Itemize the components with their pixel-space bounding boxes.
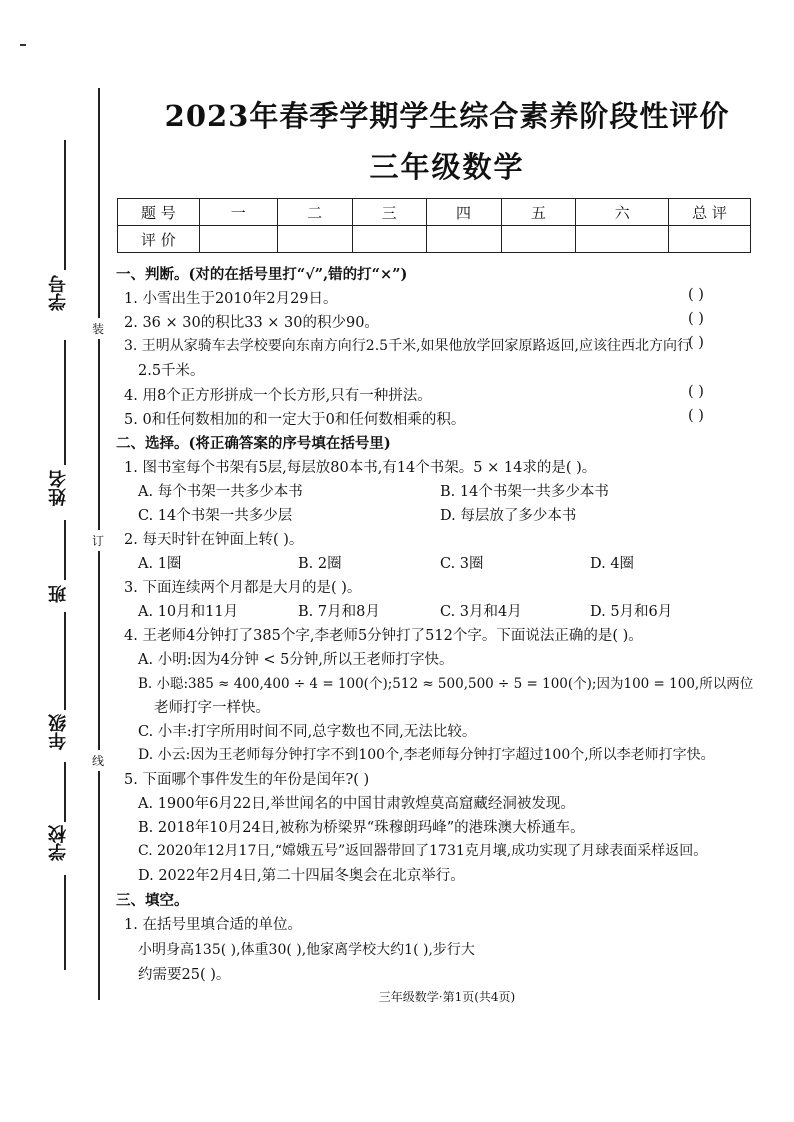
score-table-header-row: [118, 199, 751, 226]
question-item: 2. 36 × 30的积比33 × 30的积少90。: [124, 315, 379, 331]
table-cell: 总 评: [669, 199, 751, 226]
answer-paren: ( ): [688, 384, 704, 400]
option-item: B. 小聪:385 ≈ 400,400 ÷ 4 = 100(个);512 ≈ 500,500 ÷ 5 = 100(个);因为100 = 100,所以两位: [138, 676, 754, 692]
option-item: D. 每层放了多少本书: [440, 508, 577, 524]
table-cell: 一: [199, 199, 277, 226]
question-item: 4. 王老师4分钟打了385个字,李老师5分钟打了512个字。下面说法正确的是( )。: [124, 628, 643, 644]
score-table: [117, 198, 751, 253]
name-write-line: [64, 340, 66, 465]
option-item: A. 每个书架一共多少本书: [138, 484, 303, 500]
section-heading-fill: 三、填空。: [116, 892, 189, 909]
name-label: 姓名: [48, 470, 69, 506]
question-item: 3. 王明从家骑车去学校要向东南方向行2.5千米,如果他放学回家原路返回,应该往西北方向行: [124, 338, 691, 354]
class-label: 班: [48, 585, 69, 603]
question-item: 1. 小雪出生于2010年2月29日。: [124, 291, 338, 307]
question-item: 5. 下面哪个事件发生的年份是闰年?( ): [124, 772, 370, 788]
student-number-label: 学号: [48, 275, 69, 311]
answer-paren: ( ): [688, 287, 704, 303]
question-item: 5. 0和任何数相加的和一定大于0和任何数相乘的积。: [124, 412, 466, 428]
option-item: D. 5月和6月: [590, 604, 673, 620]
school-label: 学校: [48, 825, 69, 861]
binding-char-ding: 订: [92, 530, 104, 551]
score-cell: [277, 226, 352, 253]
question-item: 1. 在括号里填合适的单位。: [124, 917, 302, 933]
answer-paren: ( ): [688, 335, 704, 351]
option-item: C. 14个书架一共多少层: [138, 508, 293, 524]
option-item: B. 7月和8月: [298, 604, 380, 620]
school-write-line: [64, 875, 66, 970]
answer-paren: ( ): [688, 311, 704, 327]
page-footer: 三年级数学·第1页(共4页): [378, 990, 516, 1004]
score-cell: [352, 226, 426, 253]
scan-mark: [20, 44, 26, 46]
page-title: 2023年春季学期学生综合素养阶段性评价: [164, 99, 730, 133]
table-cell: 二: [277, 199, 352, 226]
option-item: B. 14个书架一共多少本书: [440, 484, 609, 500]
score-cell: [501, 226, 576, 253]
school-write-line: [64, 762, 66, 822]
option-item: B. 2018年10月24日,被称为桥梁界“珠穆朗玛峰”的港珠澳大桥通车。: [138, 820, 585, 836]
binding-char-xian: 线: [92, 750, 104, 771]
option-item: D. 2022年2月4日,第二十四届冬奥会在北京举行。: [138, 868, 465, 884]
class-write-line: [64, 520, 66, 580]
option-item: C. 小丰:打字所用时间不同,总字数也不同,无法比较。: [138, 724, 477, 740]
option-item: A. 小明:因为4分钟 < 5分钟,所以王老师打字快。: [138, 652, 454, 668]
binding-char-zhuang: 装: [92, 318, 104, 339]
question-item-continued: 2.5千米。: [138, 363, 205, 379]
question-item: 2. 每天时针在钟面上转( )。: [124, 532, 304, 548]
option-item: A. 1900年6月22日,举世闻名的中国甘肃敦煌莫高窟藏经洞被发现。: [138, 796, 575, 812]
score-cell: [669, 226, 751, 253]
fill-line: 小明身高135( ),体重30( ),他家离学校大约1( ),步行大: [138, 942, 475, 958]
table-cell: 题 号: [118, 199, 200, 226]
option-item: B. 2圈: [298, 556, 342, 572]
option-item: C. 3圈: [440, 556, 484, 572]
option-item: D. 4圈: [590, 556, 635, 572]
score-cell: [576, 226, 669, 253]
section-heading-judge: 一、判断。(对的在括号里打“√”,错的打“×”): [116, 266, 408, 283]
table-cell: 五: [501, 199, 576, 226]
table-cell: 三: [352, 199, 426, 226]
option-item: A. 10月和11月: [138, 604, 239, 620]
grade-write-line: [64, 612, 66, 710]
table-cell: 评 价: [118, 226, 200, 253]
page-subtitle: 三年级数学: [369, 150, 525, 184]
table-cell: 六: [576, 199, 669, 226]
fill-line: 约需要25( )。: [138, 967, 231, 983]
question-item: 4. 用8个正方形拼成一个长方形,只有一种拼法。: [124, 388, 432, 404]
section-heading-choice: 二、选择。(将正确答案的序号填在括号里): [116, 435, 391, 452]
option-item-continued: 老师打字一样快。: [154, 700, 270, 716]
option-item: C. 2020年12月17日,“嫦娥五号”返回器带回了1731克月壤,成功实现了月球表面采样返回。: [138, 843, 708, 859]
answer-paren: ( ): [688, 408, 704, 424]
option-item: C. 3月和4月: [440, 604, 522, 620]
score-cell: [199, 226, 277, 253]
name-write-line: [64, 140, 66, 270]
option-item: D. 小云:因为王老师每分钟打字不到100个,李老师每分钟打字超过100个,所以李老师打字快。: [138, 747, 715, 763]
score-cell: [426, 226, 501, 253]
option-item: A. 1圈: [138, 556, 182, 572]
grade-label: 年级: [48, 714, 69, 750]
table-cell: 四: [426, 199, 501, 226]
question-item: 3. 下面连续两个月都是大月的是( )。: [124, 580, 362, 596]
question-item: 1. 图书室每个书架有5层,每层放80本书,有14个书架。5 × 14求的是( )。: [124, 460, 597, 476]
score-table-row: [118, 226, 751, 253]
